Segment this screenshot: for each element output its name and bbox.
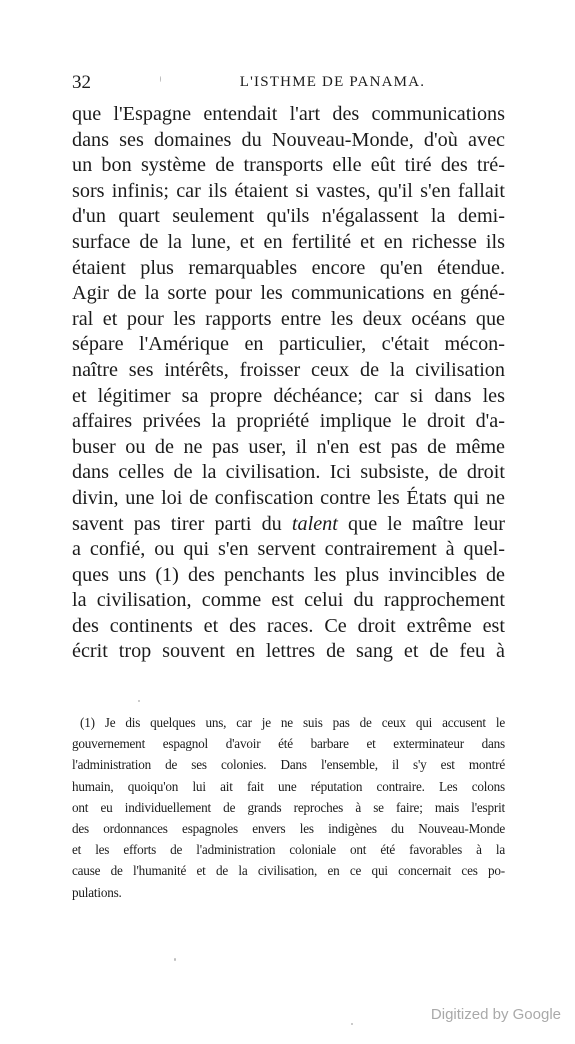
text-line: et légitimer sa propre déchéance; car si dans les — [72, 384, 505, 407]
text-line: Agir de la sorte pour les communications en géné- — [72, 282, 505, 305]
text-line: affaires privées la propriété implique le droit d'a- — [72, 410, 505, 433]
watermark: Digitized by Google — [430, 1006, 561, 1023]
footnote-line: et les efforts de l'administration coloniale ont été favorables à la — [72, 842, 505, 858]
text-line: buser ou de ne pas user, il n'en est pas de même — [72, 435, 505, 458]
text-segment: savent pas tirer parti du — [72, 512, 282, 535]
text-line: dans celles de la civilisation. Ici subsiste, de droit — [72, 461, 505, 484]
text-segment: que le maître leur — [348, 512, 506, 535]
footnote-line: ont eu individuellement de grands reproches à se faire; mais l'esprit — [72, 799, 505, 815]
text-line: ral et pour les rapports entre les deux océans que — [72, 307, 505, 330]
running-head: L'ISTHME DE PANAMA. — [239, 74, 426, 90]
footnote-line: des ordonnances espagnoles envers les indigènes du Nouveau-Monde — [72, 821, 505, 837]
footnote-line: l'administration de ses colonies. Dans l'ensemble, il s'y est montré — [72, 757, 505, 773]
footnote-line: pulations. — [72, 884, 122, 900]
footnote-line: cause de l'humanité et de la civilisation, en ce qui concernait ces po- — [72, 863, 505, 879]
footnote-line: (1) Je dis quelques uns, car je ne suis pas de ceux qui accusent le — [80, 715, 505, 730]
text-line: dans ses domaines du Nouveau-Monde, d'où avec — [72, 128, 505, 151]
text-line: étaient plus remarquables encore qu'en étendue. — [72, 256, 505, 279]
page-header — [72, 72, 505, 94]
text-line: que l'Espagne entendait l'art des communications — [72, 103, 505, 125]
text-line: sépare l'Amérique en particulier, c'était mécon- — [72, 333, 505, 356]
text-line: a confié, ou qui s'en servent contrairement à quel- — [72, 538, 505, 561]
text-line: naître ses intérêts, froisser ceux de la civilisation — [72, 358, 505, 381]
text-line: la civilisation, comme est celui du rapprochement — [72, 589, 505, 612]
paper-speck — [351, 1023, 353, 1025]
paper-speck — [138, 700, 140, 702]
text-line-with-italic — [72, 512, 505, 538]
text-line: divin, une loi de confiscation contre les États qui ne — [72, 486, 505, 509]
text-line: ques uns (1) des penchants les plus invincibles de — [72, 563, 505, 586]
page-number: 32 — [72, 72, 91, 93]
text-line: sors infinis; car ils étaient si vastes, qu'il s'en fallait — [72, 179, 505, 202]
italic-word: talent — [291, 512, 338, 535]
footnote — [72, 712, 505, 903]
text-line: surface de la lune, et en fertilité et en richesse ils — [72, 230, 505, 253]
footnote-line: humain, quoiqu'on lui ait fait une réputation contraire. Les colons — [72, 778, 505, 794]
paper-speck — [174, 958, 176, 961]
text-line: d'un quart seulement qu'ils n'égalassent la demi- — [72, 205, 505, 228]
paper-speck — [160, 76, 161, 82]
footnote-line: gouvernement espagnol d'avoir été barbare et exterminateur dans — [72, 736, 505, 752]
main-text — [72, 102, 505, 665]
text-line: un bon système de transports elle eût tiré des tré- — [72, 154, 505, 177]
text-line: des continents et des races. Ce droit extrême est — [72, 614, 505, 637]
text-line: écrit trop souvent en lettres de sang et de feu à — [72, 640, 505, 663]
